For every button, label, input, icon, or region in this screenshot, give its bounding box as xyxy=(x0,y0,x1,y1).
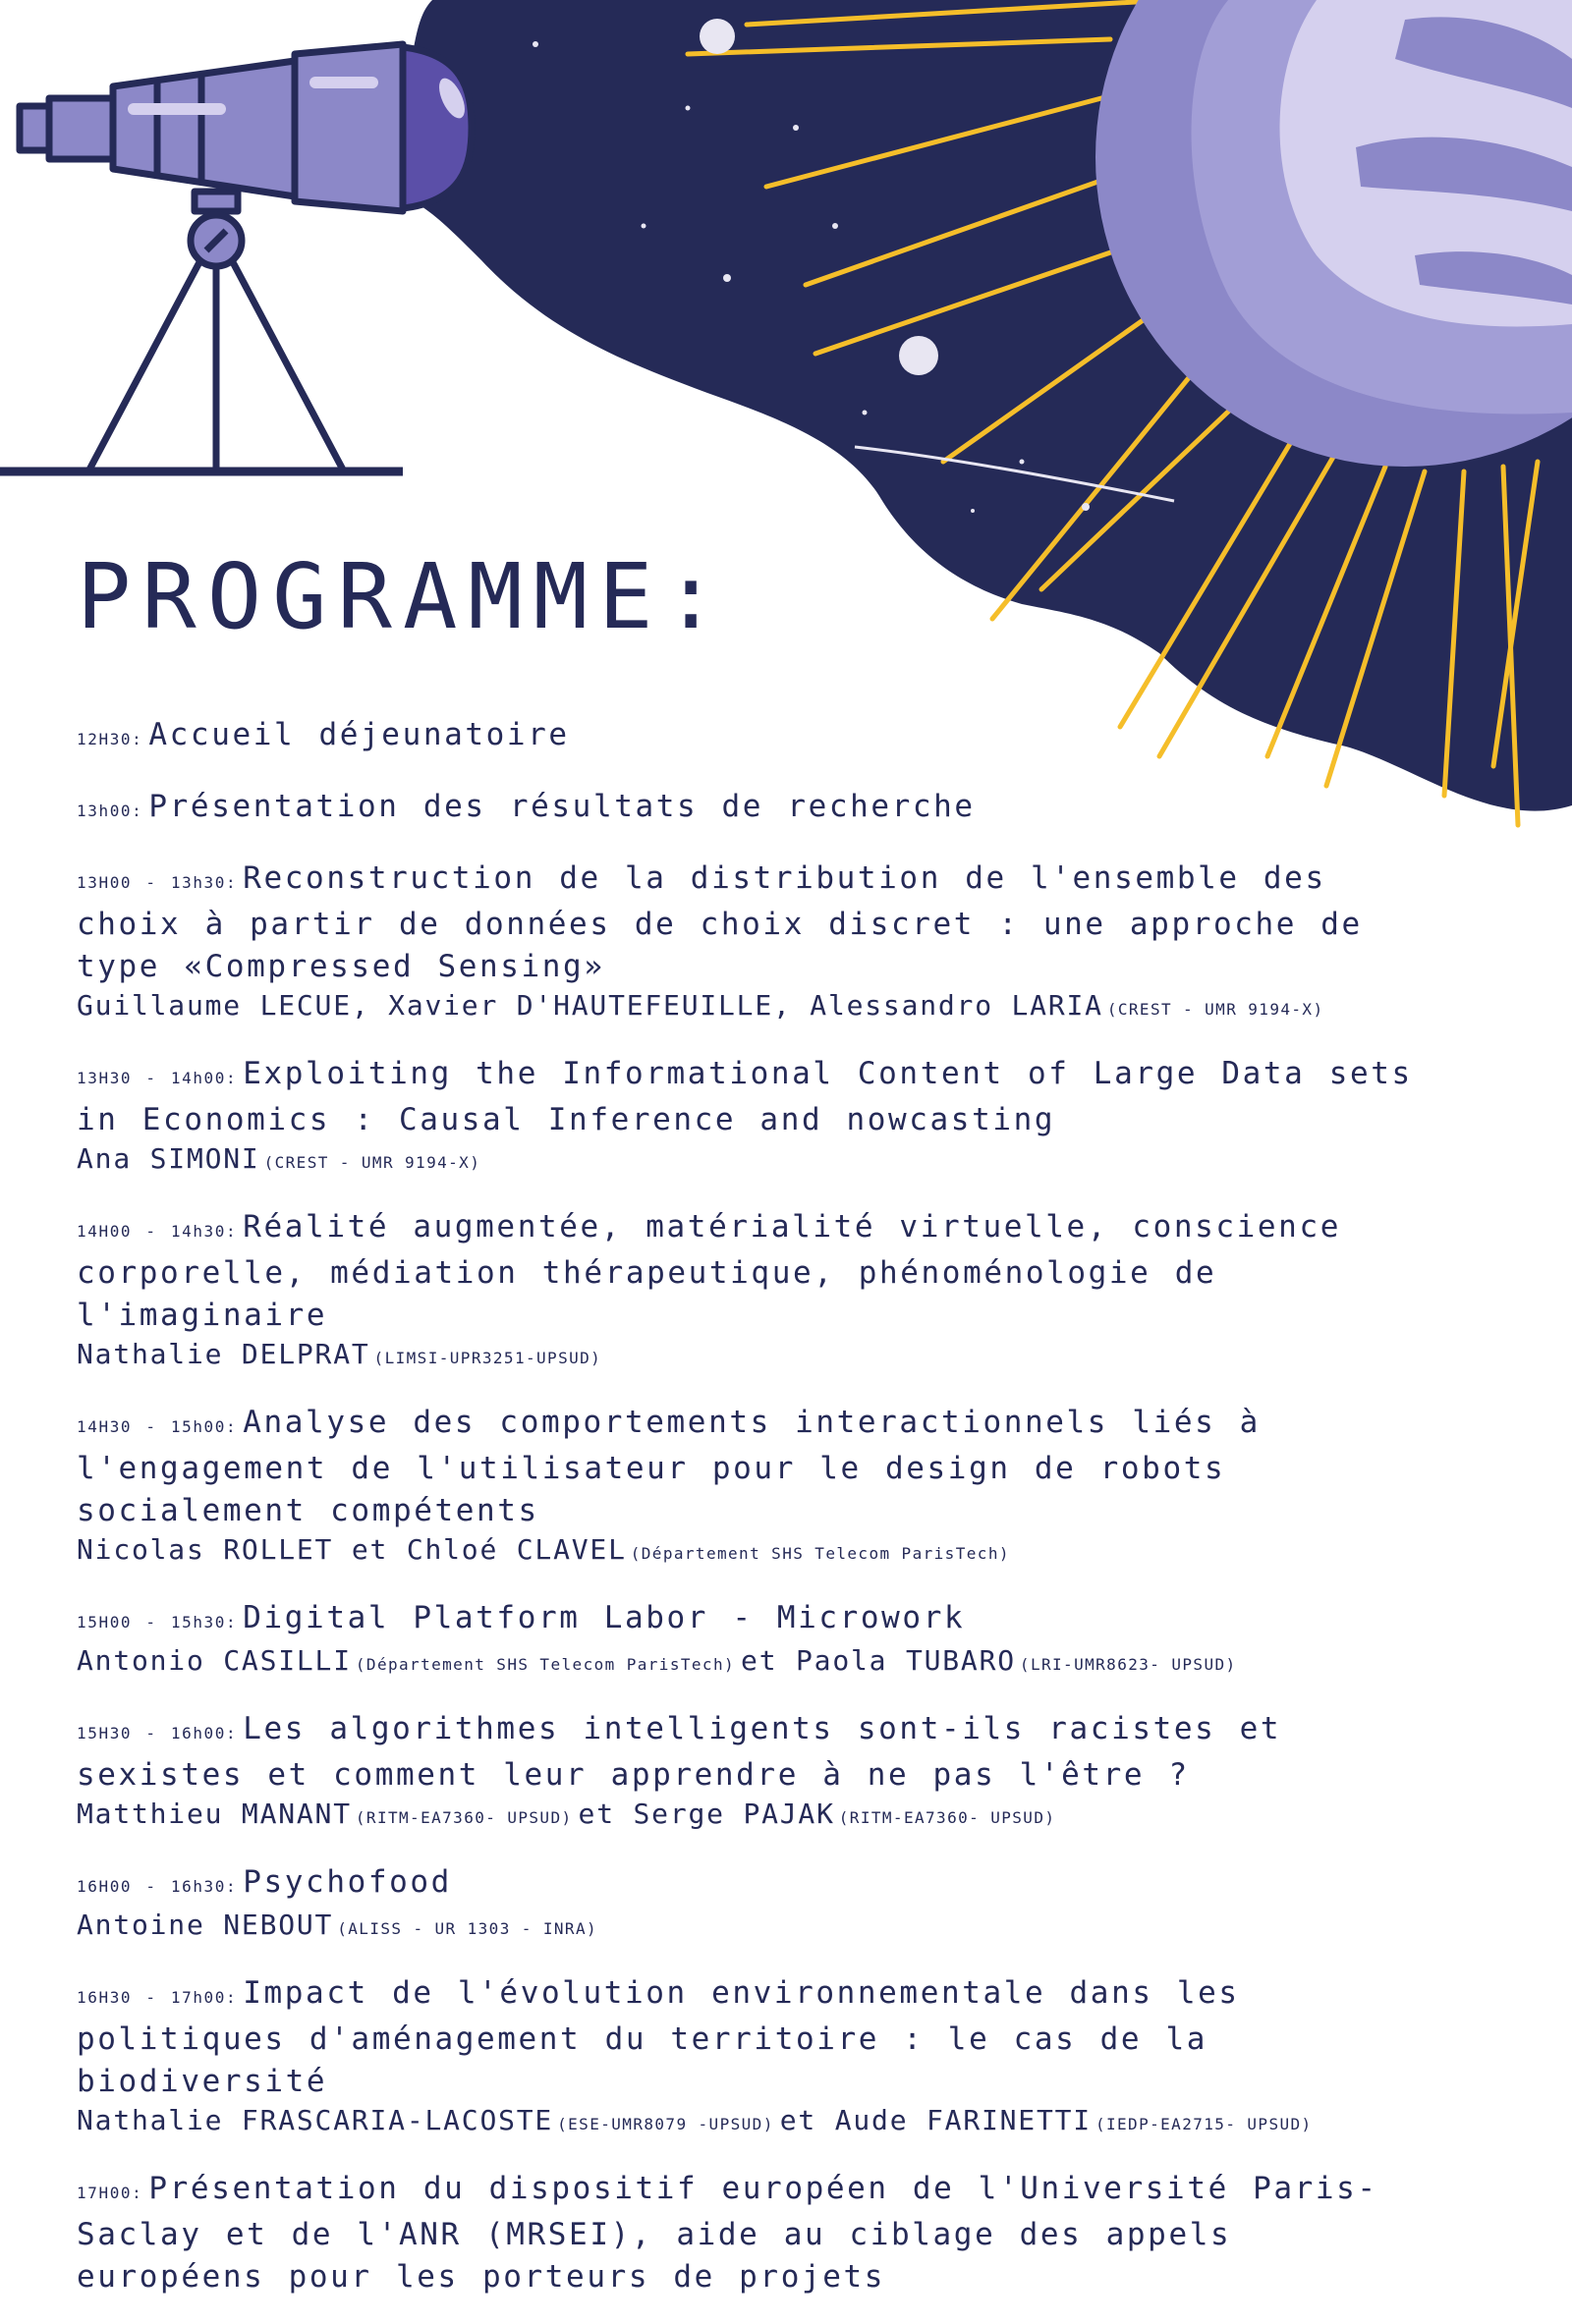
entry-title xyxy=(77,858,1442,988)
entry-time: 14H30 - 15h00: xyxy=(77,1417,238,1436)
entry-text: Analyse des comportements interactionnels liés à l'engagement de l'utilisateur pour le design de robots socialement compétents xyxy=(77,1405,1261,1528)
entry-title xyxy=(77,1402,1442,1532)
page-title: PROGRAMME: xyxy=(77,544,729,649)
entry-time: 16H30 - 17h00: xyxy=(77,1988,238,2007)
entry-time: 13H30 - 14h00: xyxy=(77,1069,238,1087)
speaker-names: Guillaume LECUE, Xavier D'HAUTEFEUILLE, Alessandro LARIA xyxy=(77,989,1103,1022)
telescope-icon xyxy=(0,44,472,471)
program-entry xyxy=(77,2168,1442,2298)
speaker-names: Matthieu MANANT xyxy=(77,1798,352,1830)
entry-text: Présentation du dispositif européen de l'Université Paris-Saclay et de l'ANR (MRSEI), aide au ciblage des appels européens pour les porteurs de projets xyxy=(77,2171,1378,2295)
entry-title xyxy=(77,714,1442,760)
entry-title xyxy=(77,2168,1442,2298)
speaker-affiliation: (ALISS - UR 1303 - INRA) xyxy=(337,1919,598,1938)
program-list xyxy=(77,714,1442,2324)
entry-time: 12H30: xyxy=(77,730,143,748)
entry-speakers xyxy=(77,1797,1442,1836)
program-entry xyxy=(77,786,1442,832)
entry-text: Digital Platform Labor - Microwork xyxy=(243,1600,966,1635)
entry-time: 15H30 - 16h00: xyxy=(77,1724,238,1743)
entry-text: Impact de l'évolution environnementale dans les politiques d'aménagement du territoire : le cas de la biodiversité xyxy=(77,1975,1240,2099)
speaker-affiliation: (LIMSI-UPR3251-UPSUD) xyxy=(373,1349,602,1367)
program-entry xyxy=(77,1708,1442,1836)
entry-speakers xyxy=(77,1643,1442,1683)
speaker-affiliation: (CREST - UMR 9194-X) xyxy=(1106,1000,1324,1019)
entry-text: Psychofood xyxy=(243,1864,452,1900)
speaker-names: Antoine NEBOUT xyxy=(77,1909,334,1941)
entry-title xyxy=(77,1708,1442,1797)
program-entry xyxy=(77,714,1442,760)
entry-speakers xyxy=(77,1532,1442,1572)
program-entry xyxy=(77,858,1442,1027)
program-entry xyxy=(77,1972,1442,2142)
entry-time: 13h00: xyxy=(77,802,143,820)
speaker-affiliation: (RITM-EA7360- UPSUD) xyxy=(838,1808,1056,1827)
entry-title xyxy=(77,1206,1442,1337)
speaker-names: Nicolas ROLLET et Chloé CLAVEL xyxy=(77,1533,627,1566)
speaker-affiliation: (LRI-UMR8623- UPSUD) xyxy=(1019,1655,1237,1674)
speaker-affiliation: (CREST - UMR 9194-X) xyxy=(263,1153,481,1172)
entry-time: 16H00 - 16h30: xyxy=(77,1877,238,1896)
speaker-names: et Serge PAJAK xyxy=(578,1798,835,1830)
entry-speakers xyxy=(77,1908,1442,1947)
speaker-names: Ana SIMONI xyxy=(77,1142,260,1175)
program-entry xyxy=(77,1206,1442,1376)
speaker-names: Nathalie DELPRAT xyxy=(77,1338,370,1370)
entry-text: Reconstruction de la distribution de l'ensemble des choix à partir de données de choix discret : une approche de type «Compressed Sensing» xyxy=(77,860,1363,984)
entry-time: 13H00 - 13h30: xyxy=(77,873,238,892)
entry-text: Exploiting the Informational Content of Large Data sets in Economics : Causal Inference and nowcasting xyxy=(77,1056,1413,1137)
speaker-names: et Paola TUBARO xyxy=(741,1644,1016,1677)
speaker-names: Antonio CASILLI xyxy=(77,1644,352,1677)
speaker-names: et Aude FARINETTI xyxy=(779,2104,1092,2136)
entry-title xyxy=(77,1972,1442,2103)
entry-title xyxy=(77,1861,1442,1908)
entry-title xyxy=(77,786,1442,832)
program-entry xyxy=(77,1861,1442,1947)
space-illustration xyxy=(0,0,1572,835)
program-entry xyxy=(77,1402,1442,1572)
entry-speakers xyxy=(77,988,1442,1027)
program-entry xyxy=(77,1053,1442,1181)
entry-text: Réalité augmentée, matérialité virtuelle, conscience corporelle, médiation thérapeutique, phénoménologie de l'imaginaire xyxy=(77,1209,1341,1333)
entry-text: Présentation des résultats de recherche xyxy=(148,789,976,824)
entry-title xyxy=(77,1597,1442,1643)
speaker-affiliation: (Département SHS Telecom ParisTech) xyxy=(355,1655,736,1674)
speaker-affiliation: (IEDP-EA2715- UPSUD) xyxy=(1095,2115,1313,2133)
entry-speakers xyxy=(77,1337,1442,1376)
entry-speakers xyxy=(77,1141,1442,1181)
program-entry xyxy=(77,1597,1442,1683)
entry-title xyxy=(77,1053,1442,1141)
speaker-affiliation: (ESE-UMR8079 -UPSUD) xyxy=(557,2115,774,2133)
entry-text: Les algorithmes intelligents sont-ils racistes et sexistes et comment leur apprendre à ne pas l'être ? xyxy=(77,1711,1282,1793)
speaker-affiliation: (Département SHS Telecom ParisTech) xyxy=(630,1544,1010,1563)
entry-time: 17H00: xyxy=(77,2184,143,2202)
entry-time: 15H00 - 15h30: xyxy=(77,1613,238,1632)
entry-time: 14H00 - 14h30: xyxy=(77,1222,238,1241)
speaker-names: Nathalie FRASCARIA-LACOSTE xyxy=(77,2104,554,2136)
entry-speakers xyxy=(77,2103,1442,2142)
speaker-affiliation: (RITM-EA7360- UPSUD) xyxy=(355,1808,573,1827)
entry-text: Accueil déjeunatoire xyxy=(148,717,570,752)
